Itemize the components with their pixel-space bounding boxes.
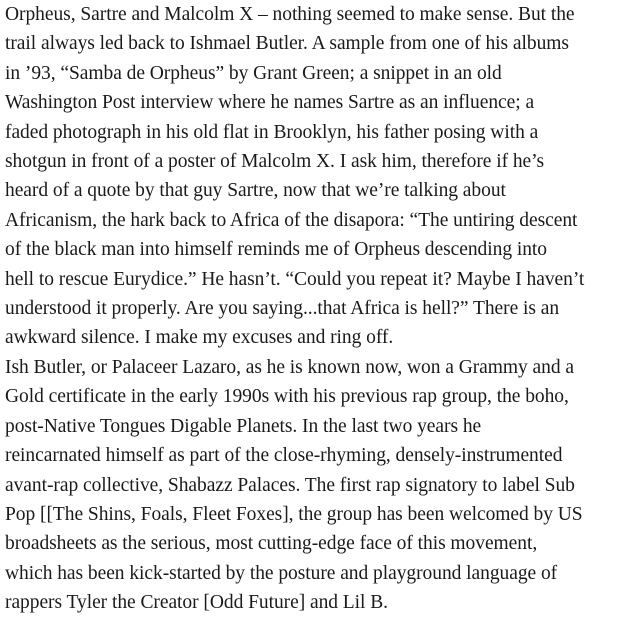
paragraph-2 [5, 353, 629, 618]
text-line: in ’93, “Samba de Orpheus” by Grant Green; a snippet in an old [5, 62, 502, 84]
text-line: Gold certificate in the early 1990s with his previous rap group, the boho, [5, 386, 569, 408]
text-line: heard of a quote by that guy Sartre, now that we’re talking about [5, 180, 506, 202]
text-line: Pop [[The Shins, Foals, Fleet Foxes], the group has been welcomed by US [5, 503, 583, 525]
text-line: faded photograph in his old flat in Brooklyn, his father posing with a [5, 121, 539, 143]
text-line: which has been kick-started by the posture and playground language of [5, 562, 558, 584]
text-line: shotgun in front of a poster of Malcolm X. I ask him, therefore if he’s [5, 151, 545, 173]
text-line: Africanism, the hark back to Africa of the disapora: “The untiring descent [5, 209, 578, 231]
text-line: awkward silence. I make my excuses and ring off. [5, 327, 394, 349]
text-line: rappers Tyler the Creator [Odd Future] and Lil B. [5, 592, 389, 614]
text-line: Ish Butler, or Palaceer Lazaro, as he is known now, won a Grammy and a [5, 356, 574, 378]
text-line: Washington Post interview where he names Sartre as an influence; a [5, 92, 535, 114]
text-line: hell to rescue Eurydice.” He hasn’t. “Could you repeat it? Maybe I haven’t [5, 268, 585, 290]
paragraph-1 [5, 0, 629, 353]
text-line: avant-rap collective, Shabazz Palaces. The first rap signatory to label Sub [5, 474, 575, 496]
text-line: Orpheus, Sartre and Malcolm X – nothing seemed to make sense. But the [5, 4, 575, 25]
text-line: trail always led back to Ishmael Butler. A sample from one of his albums [5, 33, 569, 55]
text-line: of the black man into himself reminds me of Orpheus descending into [5, 239, 547, 261]
text-line: understood it properly. Are you saying...that Africa is hell?” There is an [5, 298, 560, 320]
text-line: reincarnated himself as part of the close-rhyming, densely-instrumented [5, 445, 563, 467]
text-line: post-Native Tongues Digable Planets. In the last two years he [5, 415, 482, 437]
text-line: broadsheets as the serious, most cutting-edge face of this movement, [5, 533, 538, 555]
